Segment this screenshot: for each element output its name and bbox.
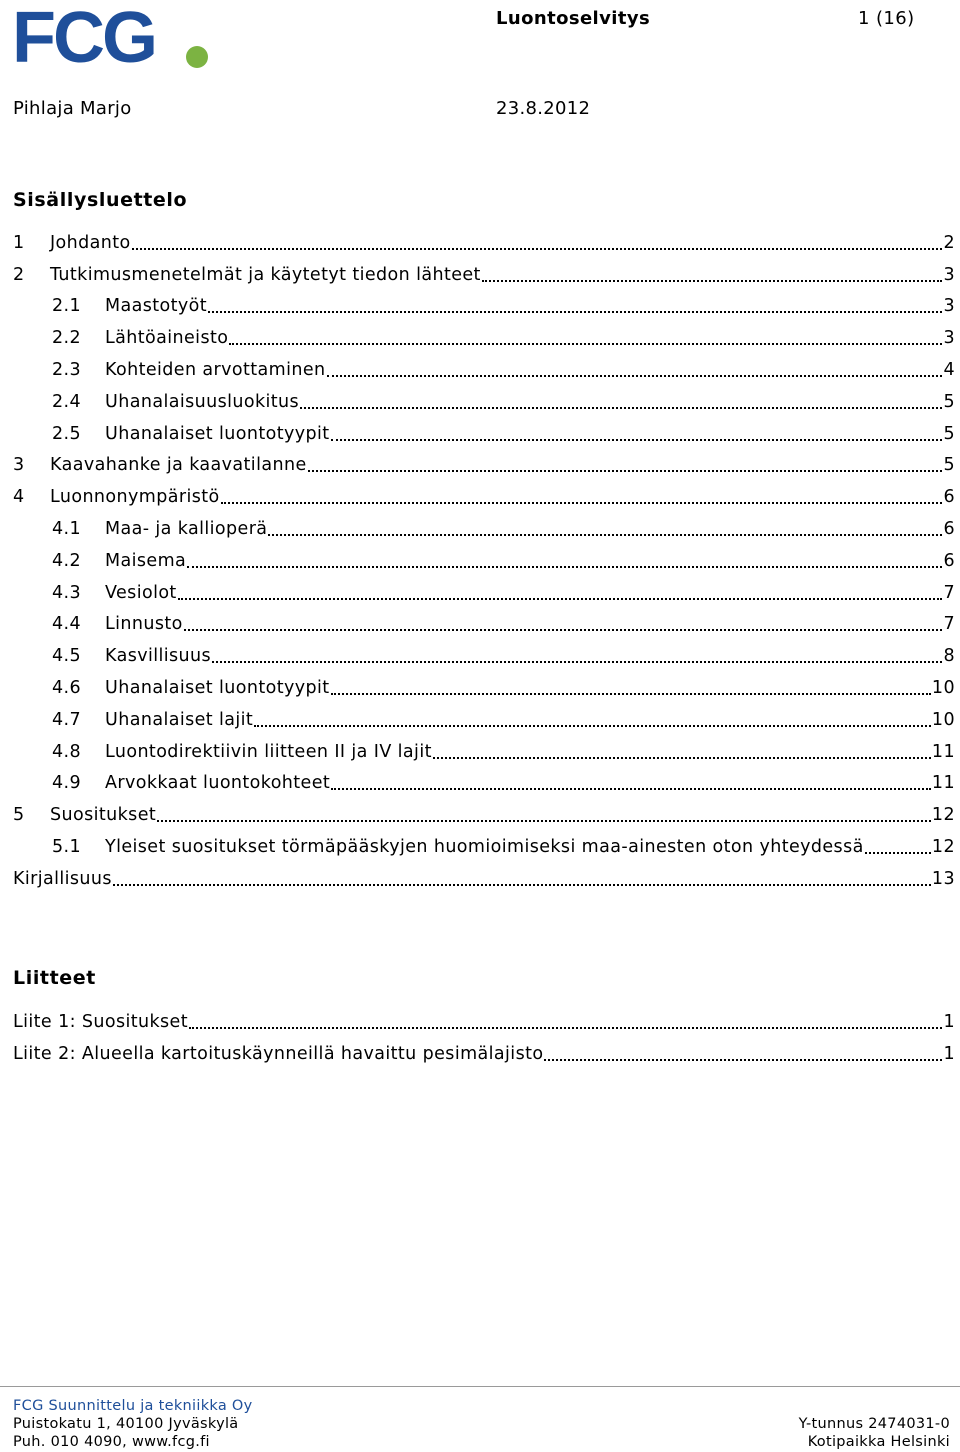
toc-entry-page: 4 [943, 360, 955, 381]
toc-entry-title: Tutkimusmenetelmät ja käytetyt tiedon lähteet [50, 264, 481, 285]
toc-entry[interactable] [13, 863, 955, 895]
toc-dot-leader [221, 502, 943, 504]
toc-dot-leader [187, 566, 942, 568]
toc-dot-leader [544, 1059, 942, 1061]
toc-entry-number: 4.7 [52, 709, 82, 730]
toc-entry-number: 1 [13, 232, 25, 253]
toc-entry-page: 5 [943, 391, 955, 412]
toc-entry-page: 8 [943, 646, 955, 667]
toc-entry-title: Kirjallisuus [13, 868, 112, 889]
toc-entry[interactable] [13, 513, 955, 545]
footer-address: Puistokatu 1, 40100 Jyväskylä [13, 1416, 239, 1432]
toc-entry-number: 4.4 [52, 614, 82, 635]
toc-entry-page: 12 [931, 805, 955, 826]
toc-entry-title: Uhanalaiset lajit [105, 709, 254, 730]
appendix-title: Liite 1: Suositukset [13, 1011, 188, 1032]
toc-entry-title: Vesiolot [105, 582, 177, 603]
toc-entry[interactable] [13, 481, 955, 513]
toc-entry-page: 3 [943, 296, 955, 317]
toc-dot-leader [433, 757, 931, 759]
toc-entry-title: Yleiset suositukset törmäpääskyjen huomioimiseksi maa-ainesten oton yhteydessä [105, 837, 864, 858]
toc-entry-title: Arvokkaat luontokohteet [105, 773, 331, 794]
toc-dot-leader [254, 725, 931, 727]
table-of-contents [13, 227, 955, 895]
toc-entry-title: Maa- ja kallioperä [105, 519, 268, 540]
toc-entry-number: 4.6 [52, 678, 82, 699]
toc-entry-number: 2.4 [52, 391, 82, 412]
toc-entry-page: 10 [931, 709, 955, 730]
footer-company: FCG Suunnittelu ja tekniikka Oy [13, 1398, 253, 1414]
footer-domicile: Kotipaikka Helsinki [807, 1434, 950, 1450]
toc-entry[interactable] [13, 418, 955, 450]
toc-dot-leader [865, 852, 931, 854]
toc-dot-leader [300, 407, 942, 409]
toc-entry-title: Kasvillisuus [105, 646, 212, 667]
toc-entry-page: 11 [931, 773, 955, 794]
toc-dot-leader [327, 375, 943, 377]
toc-dot-leader [268, 534, 942, 536]
toc-entry-number: 2.2 [52, 328, 82, 349]
toc-entry-number: 5.1 [52, 837, 82, 858]
toc-entry-number: 3 [13, 455, 25, 476]
fcg-logo [12, 0, 202, 78]
toc-entry[interactable] [13, 704, 955, 736]
toc-entry-page: 10 [931, 678, 955, 699]
toc-entry-title: Suositukset [50, 805, 157, 826]
toc-entry-title: Maastotyöt [105, 296, 208, 317]
toc-entry-title: Kaavahanke ja kaavatilanne [50, 455, 307, 476]
toc-entry[interactable] [13, 799, 955, 831]
toc-entry-page: 3 [943, 328, 955, 349]
toc-entry[interactable] [13, 322, 955, 354]
toc-entry[interactable] [13, 640, 955, 672]
toc-entry-number: 4.3 [52, 582, 82, 603]
toc-dot-leader [208, 311, 942, 313]
page-number: 1 (16) [858, 8, 915, 29]
toc-entry-number: 2.1 [52, 296, 82, 317]
toc-entry[interactable] [13, 736, 955, 768]
toc-entry-page: 2 [943, 232, 955, 253]
toc-entry-page: 5 [943, 455, 955, 476]
document-title: Luontoselvitys [496, 8, 651, 29]
toc-dot-leader [212, 661, 942, 663]
toc-entry-number: 4.5 [52, 646, 82, 667]
toc-entry-number: 5 [13, 805, 25, 826]
document-date: 23.8.2012 [496, 98, 591, 119]
toc-entry-title: Luontodirektiivin liitteen II ja IV lajit [105, 741, 432, 762]
appendix-entry[interactable] [13, 1006, 955, 1038]
toc-entry[interactable] [13, 291, 955, 323]
toc-entry-number: 2.3 [52, 360, 82, 381]
appendix-title: Liite 2: Alueella kartoituskäynneillä havaittu pesimälajisto [13, 1043, 544, 1064]
toc-entry[interactable] [13, 577, 955, 609]
footer-contact: Puh. 010 4090, www.fcg.fi [13, 1434, 210, 1450]
toc-dot-leader [132, 248, 943, 250]
toc-entry-number: 4.2 [52, 550, 82, 571]
toc-entry-page: 5 [943, 423, 955, 444]
toc-heading: Sisällysluettelo [13, 189, 188, 211]
toc-entry[interactable] [13, 672, 955, 704]
toc-entry-title: Linnusto [105, 614, 183, 635]
toc-entry-number: 4.8 [52, 741, 82, 762]
toc-entry[interactable] [13, 259, 955, 291]
toc-entry-page: 6 [943, 487, 955, 508]
toc-entry[interactable] [13, 768, 955, 800]
appendix-list [13, 1006, 955, 1070]
toc-entry-page: 6 [943, 519, 955, 540]
toc-entry[interactable] [13, 450, 955, 482]
toc-entry-page: 3 [943, 264, 955, 285]
toc-entry[interactable] [13, 609, 955, 641]
toc-entry-page: 12 [931, 837, 955, 858]
toc-entry[interactable] [13, 354, 955, 386]
toc-entry-title: Uhanalaiset luontotyypit [105, 423, 330, 444]
toc-entry-title: Luonnonympäristö [50, 487, 220, 508]
toc-entry-title: Johdanto [50, 232, 131, 253]
toc-dot-leader [331, 693, 931, 695]
toc-dot-leader [308, 470, 943, 472]
author-name: Pihlaja Marjo [13, 98, 132, 119]
toc-dot-leader [229, 343, 942, 345]
toc-entry-title: Kohteiden arvottaminen [105, 360, 326, 381]
toc-entry-title: Maisema [105, 550, 187, 571]
toc-entry-number: 2 [13, 264, 25, 285]
toc-dot-leader [189, 1027, 942, 1029]
appendix-entry[interactable] [13, 1038, 955, 1070]
toc-dot-leader [113, 884, 931, 886]
toc-entry-title: Uhanalaisuusluokitus [105, 391, 300, 412]
toc-entry-number: 2.5 [52, 423, 82, 444]
toc-entry-page: 6 [943, 550, 955, 571]
toc-entry-page: 11 [931, 741, 955, 762]
toc-entry-title: Uhanalaiset luontotyypit [105, 678, 330, 699]
toc-entry-number: 4 [13, 487, 25, 508]
logo-wordmark: FCG [12, 0, 155, 78]
appendix-page: 1 [943, 1043, 955, 1064]
toc-entry[interactable] [13, 545, 955, 577]
toc-entry-page: 13 [931, 868, 955, 889]
toc-dot-leader [331, 439, 943, 441]
toc-dot-leader [184, 629, 943, 631]
toc-entry[interactable] [13, 831, 955, 863]
toc-entry-title: Lähtöaineisto [105, 328, 229, 349]
toc-dot-leader [331, 788, 931, 790]
toc-entry-number: 4.1 [52, 519, 82, 540]
logo-dot-icon [186, 46, 208, 68]
appendix-page: 1 [943, 1011, 955, 1032]
toc-dot-leader [178, 598, 943, 600]
appendices-heading: Liitteet [13, 967, 96, 989]
toc-dot-leader [157, 820, 931, 822]
toc-entry-page: 7 [943, 582, 955, 603]
toc-entry[interactable] [13, 227, 955, 259]
toc-entry[interactable] [13, 386, 955, 418]
toc-entry-page: 7 [943, 614, 955, 635]
toc-dot-leader [482, 280, 943, 282]
footer-business-id: Y-tunnus 2474031-0 [798, 1416, 950, 1432]
toc-entry-number: 4.9 [52, 773, 82, 794]
footer-divider [0, 1386, 960, 1387]
